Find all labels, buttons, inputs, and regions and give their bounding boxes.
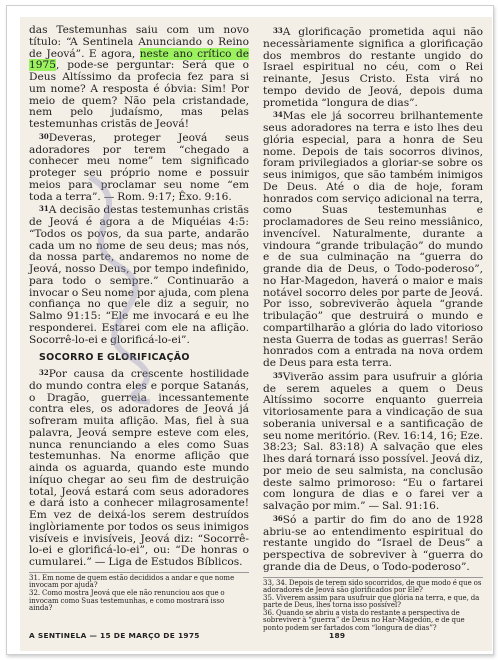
paragraph-34: 34Mas ele já socorreu brilhantemente seus adoradores na terra e isto lhes deu glória especial, para a honra de Seu nome. Depois de tais socorros divinos, foram privilegiados a gloriar-se sobre os seus inimigos, que são também inimigos De Deus. Até o dia de hoje, foram honrados com serviço adicional na terra, como Suas testemunhas e proclamadores de Seu reino messiânico, invencível. Naturalmente, durante a vindoura “grande tribulação” do mundo e de sua culminação na “guerra do grande dia de Deus, o Todo-poderoso”, no Har-Magedon, haverá o maior e mais notável socorro deles por parte de Jeová. Por isso, sobreviverão àquela “grande tribulação” que destruirá o mundo e compartilharão a glória do lado vitorioso nesta Guerra de todas as guerras! Serão honrados com a entrada na nova ordem de Deus para esta terra.	[263, 110, 483, 369]
footnote: 32. Como mostra Jeová que ele não renunciou aos que o invocam como Suas testemunhas, e como mostrará isso ainda?	[29, 588, 225, 613]
footnote: 36. Quando se abriu a vista do restante a perspectiva de sobreviver à “guerra” de Deus no Har-Magedon, e de que ponto podem ser fartados com “longura de dias”?	[263, 608, 465, 633]
paragraph-number: 32	[39, 368, 49, 377]
paragraph-36: 36Só a partir do fim do ano de 1928 abriu-se ao entendimento espiritual do restante ungido do “Israel de Deus” a perspectiva de sobreviver à “guerra do grande dia de Deus, o Todo-poderoso”.	[263, 513, 483, 573]
paragraph-29-end: das Testemunhas saiu com um novo título: “A Sentinela Anunciando o Reino de Jeová”. E agora, neste ano crítico de 1975, pode-se perguntar: Será que o Deus Altíssimo da profecia fez para si um nome? A resposta é óbvia: Sim! Por meio de quem? Não pela cristandade, nem pelo judaísmo, mas pelas testemunhas cristãs de Jeová!	[29, 24, 250, 130]
green-highlight: neste ano crítico de 1975	[29, 47, 250, 72]
paragraph-32: 32Por causa da crescente hostilidade do mundo contra eles e porque Satanás, o Dragão, guerreia incessantemente contra eles, os adoradores de Jeová já sofreram muita aflição. Mas, fiel à sua palavra, Jeová sempre esteve com eles, nunca renunciando a eles como Suas testemunhas. Na enorme aflição que ainda os aguarda, quando este mundo iníquo chegar ao seu fim de destruição total, Jeová estará com seus adoradores e dará isto a conhecer milagrosamente! Em vez de deixá-los serem destruídos inglòriamente por todos os seus inimigos visíveis e invisíveis, Jeová diz: “Socorrê-lo-ei e glorificá-lo-ei”, ou: “De honras o cumularei.” — Liga de Estudos Bíblicos.	[29, 368, 249, 568]
paragraph-number: 36	[273, 513, 283, 523]
footer-title: A SENTINELA — 15 DE MARÇO DE 1975	[29, 631, 200, 640]
photo-frame	[6, 5, 494, 655]
section-subheading: SOCORRO E GLORIFICAÇÃO	[39, 352, 190, 364]
right-column	[263, 25, 483, 633]
left-column	[29, 25, 249, 613]
paragraph-35: 35Viverão assim para usufruir a glória de serem aqueles a quem o Deus Altíssimo socorre enquanto guerreia vitoriosamente para a vindicação de sua soberania universal e a santificação de seu nome meritório. (Rev. 16:14, 16; Eze. 38:23; Sal. 83:18) A salvação que eles lhes dará tornará isso possível. Jeová diz, por meio de seu salmista, na conclusão deste salmo primoroso: “Eu o fartarei com longura de dias e o farei ver a salvação por mim.” — Sal. 91:16.	[263, 370, 483, 512]
paragraph-number: 30	[39, 131, 49, 141]
footnote: 35. Viverem assim para usufruir que glória na terra, e que, da parte de Deus, lhes torna isso possível?	[263, 593, 480, 610]
paragraph-number: 33	[273, 26, 283, 35]
paragraph-number: 31	[39, 204, 49, 214]
page-footer	[29, 631, 483, 640]
magazine-page	[20, 17, 492, 651]
footnote: 33, 34. Depois de terem sido socorridos, de que modo é que os adoradores de Jeová são glorificados por Ele?	[263, 578, 482, 595]
page-number: 189	[329, 631, 346, 640]
paragraph-31: 31A decisão destas testemunhas cristãs de Jeová é agora a de Miquéias 4:5: “Todos os povos, da sua parte, andarão cada um no nome de seu deus; mas nós, da nossa parte, andaremos no nome de Jeová, nosso Deus, por tempo indefinido, para todo o sempre.” Continuarão a invocar o Seu nome por ajuda, com plena confiança no que ele diz a seguir, no Salmo 91:15: “Ele me invocará e eu lhe responderei. Estarei com ele na aflição. Socorrê-lo-ei e glorificá-lo-ei”.	[29, 204, 249, 346]
left-footnotes	[29, 572, 249, 613]
paragraph-30: 30Deveras, proteger Jeová seus adoradores por terem “chegado a conhecer meu nome” tem significado proteger seu próprio nome e possuir meios para proclamar seu nome “em toda a terra”. — Rom. 9:17; Êxo. 9:16.	[29, 131, 249, 203]
paragraph-number: 35	[273, 370, 283, 380]
paragraph-number: 34	[273, 110, 283, 120]
right-footnotes	[263, 577, 483, 633]
footnote: 31. Em nome de quem estão decididos a andar e que nome invocam por ajuda?	[29, 573, 235, 590]
paragraph-33: 33A glorificação prometida aqui não necessàriamente significa a glorificação dos membros do restante ungido do Israel espiritual no céu, com o Rei reinante, Jesus Cristo. Esta virá no tempo devido de Jeová, depois duma prometida “longura de dias”.	[263, 26, 483, 109]
